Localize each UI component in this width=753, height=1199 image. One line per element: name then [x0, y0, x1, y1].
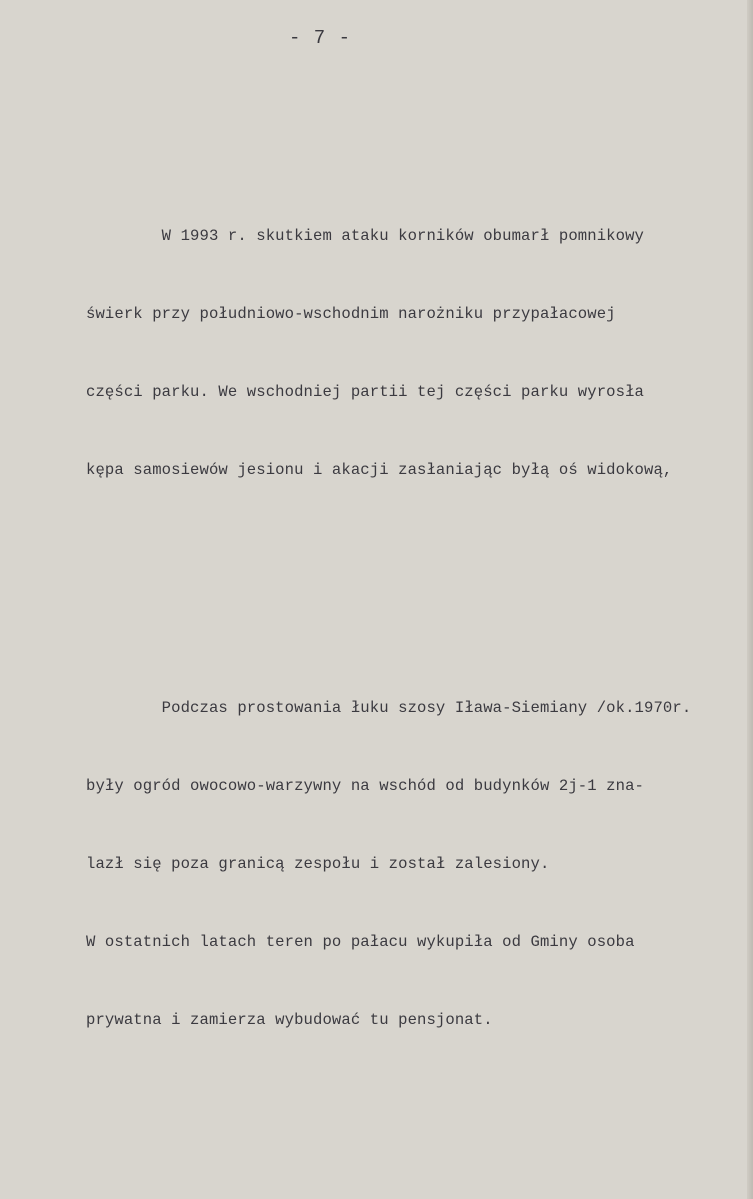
page-number: - 7 -: [288, 27, 351, 49]
text-line: prywatna i zamierza wybudować tu pensjonat.: [86, 1011, 493, 1029]
document-body: [86, 119, 753, 1137]
text-line: W 1993 r. skutkiem ataku korników obumarł pomnikowy: [86, 227, 645, 245]
text-line: świerk przy południowo-wschodnim narożniku przypałacowej: [86, 305, 616, 323]
text-line: były ogród owocowo-warzywny na wschód od budynków 2j-1 zna-: [86, 777, 645, 795]
text-line: Podczas prostowania łuku szosy Iława-Siemiany /ok.1970r.: [86, 699, 692, 717]
text-line: lazł się poza granicą zespołu i został zalesiony.: [86, 855, 550, 873]
paragraph-1: [86, 171, 753, 535]
paragraph-2: [86, 643, 753, 1085]
text-line: kępa samosiewów jesionu i akacji zasłaniając byłą oś widokową,: [86, 461, 673, 479]
paragraph-gap: [86, 587, 753, 591]
text-line: W ostatnich latach teren po pałacu wykupiła od Gminy osoba: [86, 933, 635, 951]
text-line: części parku. We wschodniej partii tej części parku wyrosła: [86, 383, 645, 401]
